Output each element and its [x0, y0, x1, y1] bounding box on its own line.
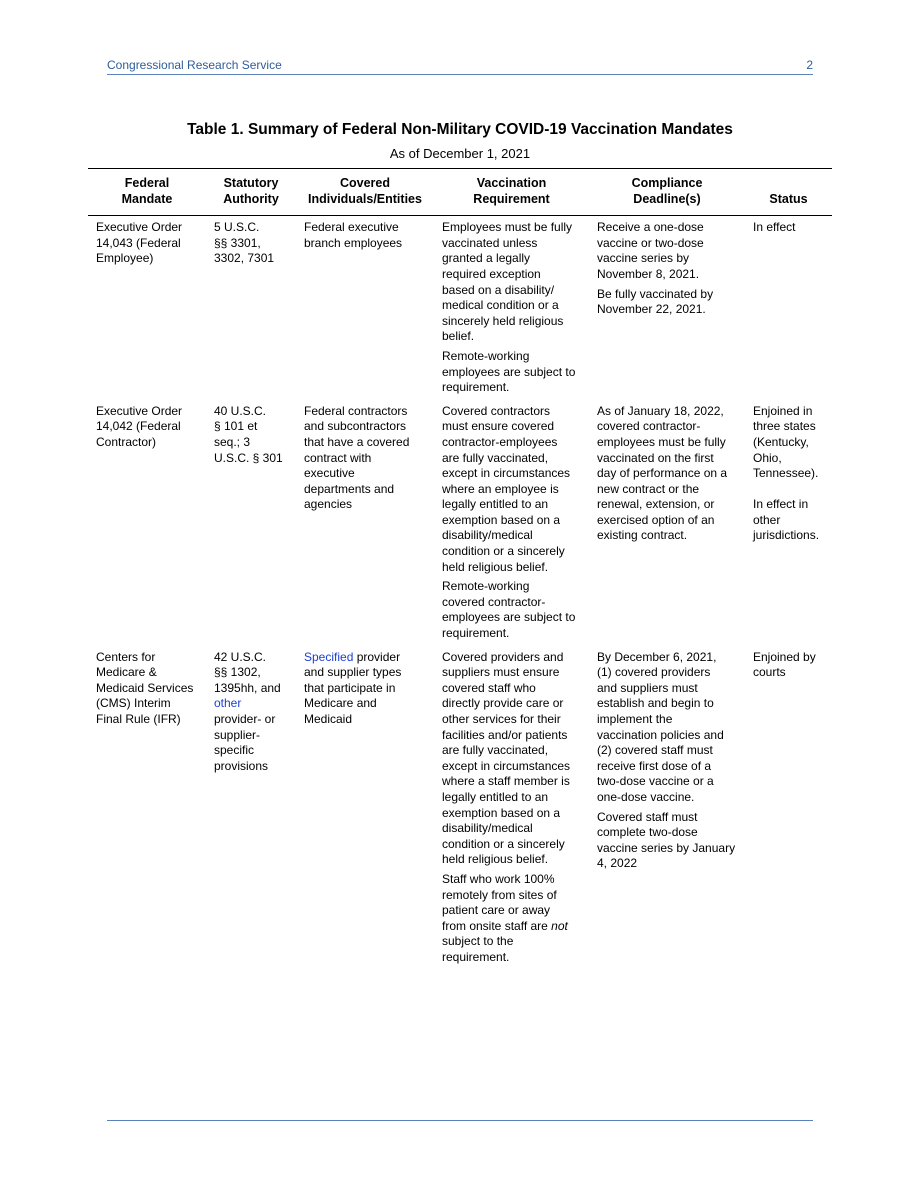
cell-requirement: Employees must be fully vaccinated unless granted a legally required exception based on a disability/ medical condition or a sincerely held religious belief. Remote-working employees are subject to requirement. — [442, 220, 576, 395]
table-header-row — [88, 169, 832, 216]
table-row — [88, 650, 832, 974]
col-header-authority: Statutory Authority — [206, 169, 296, 216]
col-header-status: Status — [745, 169, 832, 216]
cell-authority: 5 U.S.C. §§ 3301, 3302, 7301 — [214, 220, 275, 266]
header-rule — [107, 74, 813, 75]
cell-status: Enjoined in three states (Kentucky, Ohio, Tennessee). In effect in other jurisdictions. — [753, 403, 820, 543]
table-subtitle: As of December 1, 2021 — [389, 146, 531, 161]
cell-mandate: Executive Order 14,043 (Federal Employee) — [96, 220, 183, 266]
table-title: Table 1. Summary of Federal Non-Military COVID-19 Vaccination Mandates — [187, 121, 733, 138]
cell-authority: 40 U.S.C. § 101 et seq.; 3 U.S.C. § 301 — [214, 403, 283, 465]
cell-covered: Federal executive branch employees — [304, 220, 403, 250]
cell-deadline: Receive a one-dose vaccine or two-dose vaccine series by November 8, 2021. Be fully vaccinated by November 22, 2021. — [597, 220, 714, 317]
cell-covered: Specified provider and supplier types that participate in Medicare and Medicaid — [304, 649, 402, 726]
col-header-mandate: Federal Mandate — [88, 169, 206, 216]
cell-mandate: Executive Order 14,042 (Federal Contractor) — [96, 403, 183, 449]
specified-provider-link[interactable]: Specified — [304, 649, 354, 664]
col-header-requirement: Vaccination Requirement — [434, 169, 589, 216]
cell-covered: Federal contractors and subcontractors that have a covered contract with executive departments and agencies — [304, 403, 410, 512]
cell-requirement: Covered providers and suppliers must ensure covered staff who directly provide care or other services for their facilities and/or patients are fully vaccinated, except in circumstances where a staff member is legally entitled to an exemption based on a disability/medical condition or a sincerely held religious belief. Staff who work 100% remotely from sites of patient care or away from onsite staff are not subject to the requirement. — [442, 649, 571, 964]
col-header-deadline: Compliance Deadline(s) — [589, 169, 745, 216]
header-publisher: Congressional Research Service — [107, 58, 282, 72]
cell-status: In effect — [753, 220, 796, 235]
page-number: 2 — [806, 58, 813, 72]
running-header — [107, 58, 813, 74]
table-row — [88, 404, 832, 650]
cell-authority: 42 U.S.C. §§ 1302, 1395hh, and other provider- or supplier- specific provisions — [214, 649, 281, 773]
cell-status: Enjoined by courts — [753, 649, 816, 680]
other-provisions-link[interactable]: other — [214, 696, 242, 711]
cell-mandate: Centers for Medicare & Medicaid Services (CMS) Interim Final Rule (IFR) — [96, 649, 194, 726]
footer-rule — [107, 1120, 813, 1121]
table-row — [88, 216, 832, 404]
mandates-table — [88, 168, 832, 974]
cell-deadline: By December 6, 2021, (1) covered providers and suppliers must establish and begin to implement the vaccination policies and (2) covered staff must receive first dose of a two-dose vaccine or a one-dose vaccine. Covered staff must complete two-dose vaccine series by January 4, 2022 — [597, 649, 736, 871]
cell-deadline: As of January 18, 2022, covered contractor- employees must be fully vaccinated on the first day of performance on a new contract or the renewal, extension, or exercised option of an existing contract. — [597, 403, 728, 543]
cell-requirement: Covered contractors must ensure covered contractor-employees are fully vaccinated, except in circumstances where an employee is legally entitled to an exemption based on a disability/medical condition or a sincerely held religious belief. Remote-working covered contractor- employees are subject to requirement. — [442, 403, 576, 641]
col-header-covered: Covered Individuals/Entities — [296, 169, 434, 216]
